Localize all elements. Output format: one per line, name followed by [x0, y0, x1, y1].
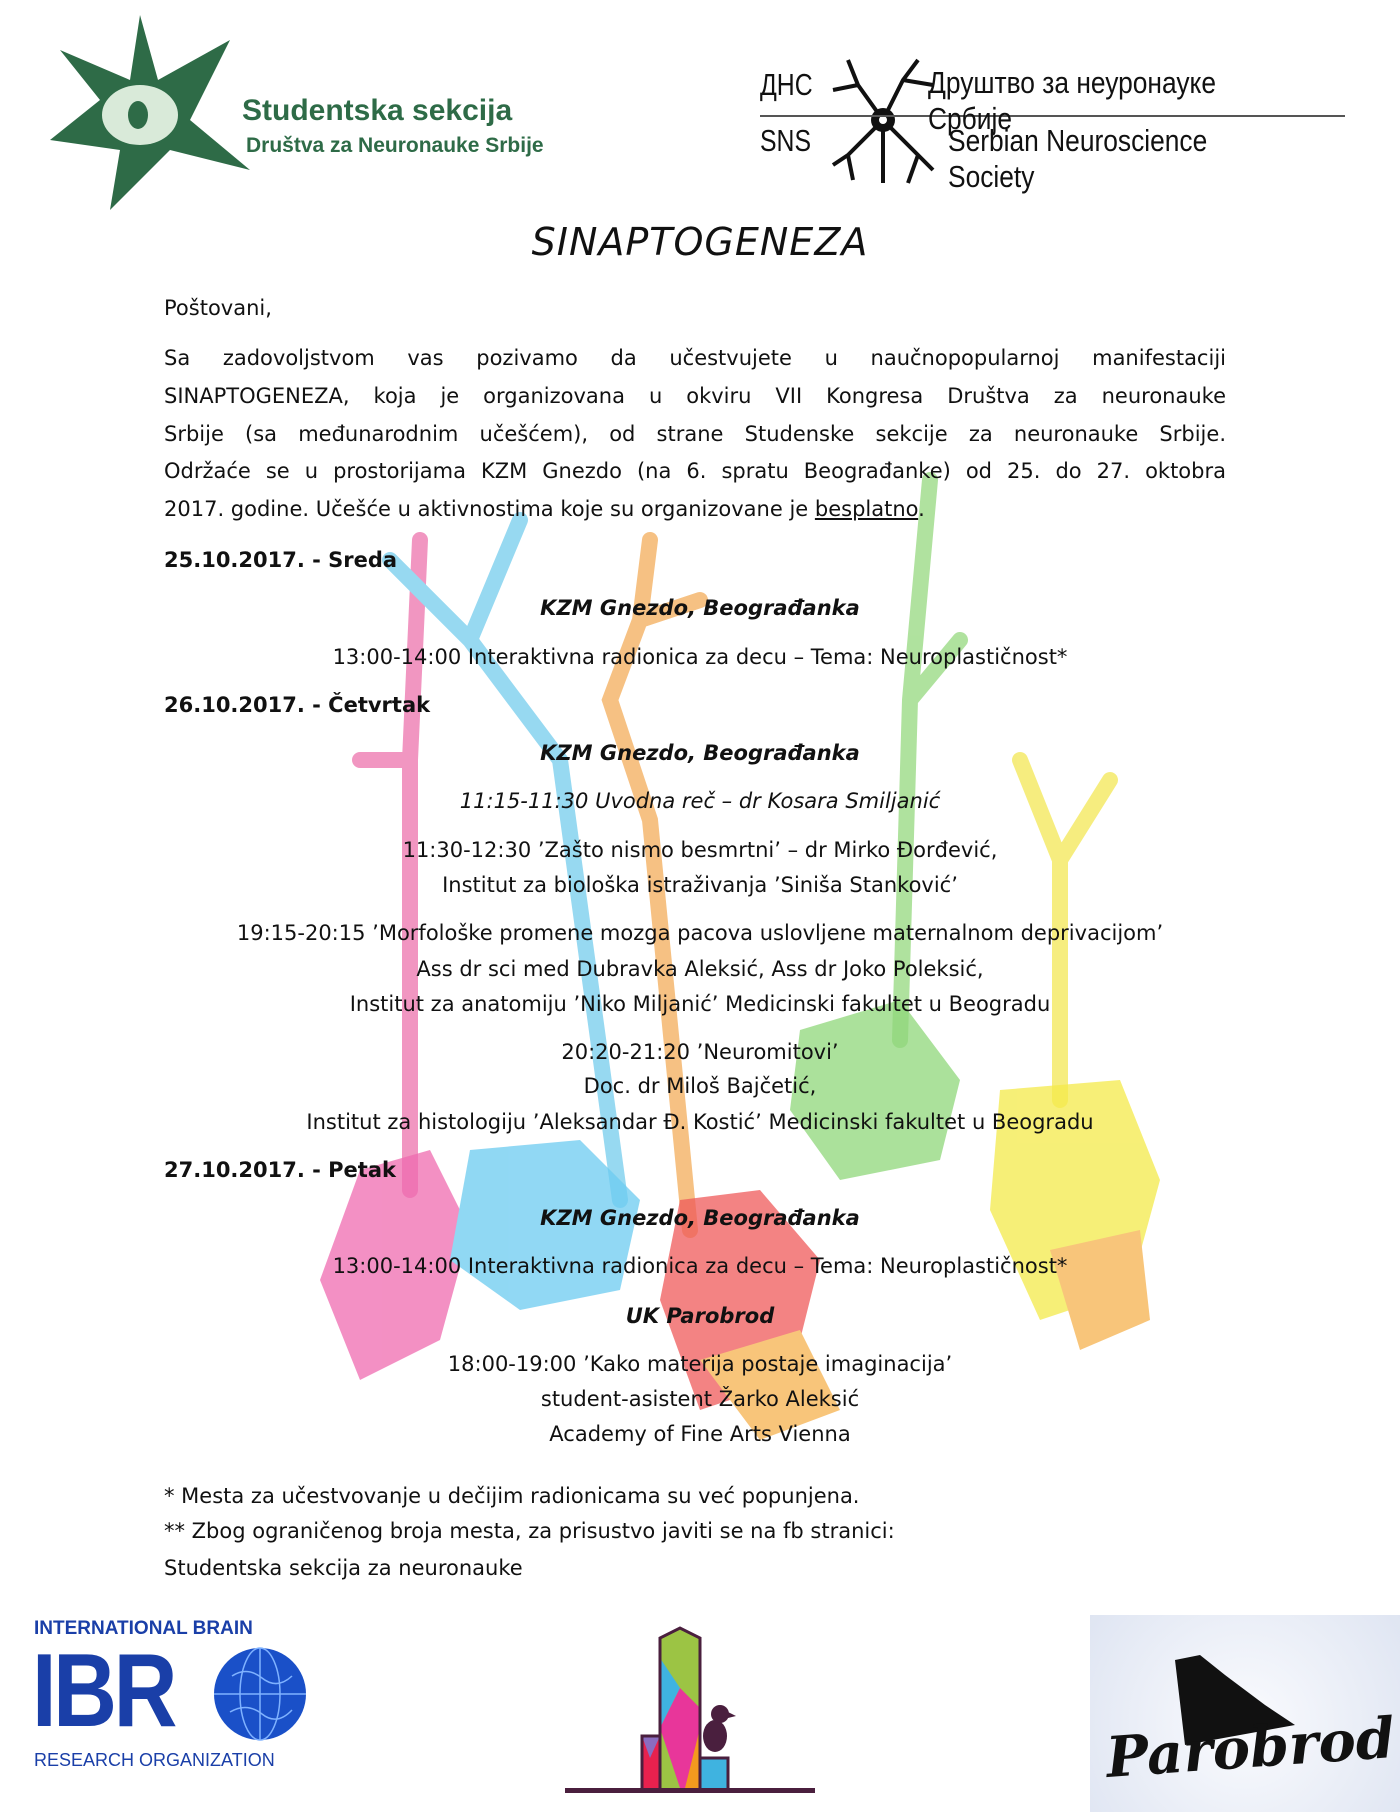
studentska-sekcija-logo [40, 10, 600, 210]
event: Doc. dr Miloš Bajčetić, [583, 1074, 817, 1098]
event: 11:30-12:30 ’Zašto nismo besmrtni’ – dr Mirko Đorđević, [402, 838, 998, 862]
intro-line: SINAPTOGENEZA, koja je organizovana u okviru VII Kongresa Društva za neuronauke [164, 384, 1226, 408]
logo-name-cyr: Друштво за неуронауке Србије [928, 65, 1216, 136]
event: Ass dr sci med Dubravka Aleksić, Ass dr Joko Poleksić, [416, 957, 984, 981]
intro-text: 2017. godine. Učešće u aktivnostima koje su organizovane je [164, 497, 815, 521]
ibro-main: IBR [32, 1633, 175, 1749]
intro-end: . [918, 497, 925, 521]
footnote: ** Zbog ograničenog broja mesta, za prisustvo javiti se na fb stranici: [164, 1519, 895, 1543]
event: Institut za anatomiju ’Niko Miljanić’ Medicinski fakultet u Beogradu [349, 992, 1051, 1016]
venue: KZM Gnezdo, Beograđanka [540, 596, 860, 620]
parobrod-text: Parobrod [1104, 1705, 1397, 1791]
green-neuron-icon [40, 10, 270, 210]
parobrod-logo [1090, 1615, 1400, 1812]
kzm-gnezdo-logo [560, 1618, 820, 1808]
day-date: 27.10.2017. - Petak [164, 1158, 396, 1182]
ibro-logo [32, 1618, 312, 1778]
page-title: SINAPTOGENEZA [531, 220, 869, 264]
greeting: Poštovani, [164, 296, 272, 320]
day-date: 25.10.2017. - Sreda [164, 548, 398, 572]
footnote-link: Studentska sekcija za neuronauke [164, 1556, 523, 1580]
venue: KZM Gnezdo, Beograđanka [540, 741, 860, 765]
venue: UK Parobrod [625, 1304, 775, 1328]
brain-globe-icon [212, 1646, 308, 1742]
event: Institut za histologiju ’Aleksandar Đ. Kostić’ Medicinski fakultet u Beogradu [306, 1110, 1094, 1134]
footnote: * Mesta za učestvovanje u dečijim radionicama su već popunjena. [164, 1484, 860, 1508]
venue: KZM Gnezdo, Beograđanka [540, 1206, 860, 1230]
intro-line: Srbije (sa međunarodnim učešćem), od strane Studenske sekcije za neuronauke Srbije. [164, 422, 1226, 446]
event: student-asistent Žarko Aleksić [540, 1387, 860, 1411]
event: 19:15-20:15 ’Morfološke promene mozga pacova uslovljene maternalnom deprivacijom’ [236, 921, 1164, 945]
day-date: 26.10.2017. - Četvrtak [164, 693, 431, 717]
event: 13:00-14:00 Interaktivna radionica za decu – Tema: Neuroplastičnost* [332, 645, 1068, 669]
intro-line-last [164, 494, 925, 524]
logo-line1: Studentska sekcija [242, 94, 513, 127]
logo-line2: Društva za Neuronauke Srbije [246, 134, 544, 157]
ibro-bottom: RESEARCH ORGANIZATION [34, 1750, 275, 1770]
logo-name-lat: Serbian Neuroscience Society [948, 123, 1208, 194]
event: 13:00-14:00 Interaktivna radionica za decu – Tema: Neuroplastičnost* [332, 1254, 1068, 1278]
serbian-neuroscience-society-logo [760, 55, 1360, 194]
event: 20:20-21:20 ’Neuromitovi’ [561, 1040, 839, 1064]
opening: 11:15-11:30 Uvodna reč – dr Kosara Smiljanić [459, 789, 941, 813]
black-neuron-icon [828, 55, 938, 185]
free-emphasis: besplatno [814, 497, 919, 521]
logo-abbr-lat: SNS [760, 123, 811, 158]
logo-abbr-cyr: ДНС [760, 67, 813, 102]
intro-line: Održaće se u prostorijama KZM Gnezdo (na 6. spratu Beograđanke) od 25. do 27. oktobra [164, 459, 1226, 483]
event: Academy of Fine Arts Vienna [549, 1422, 851, 1446]
intro-line: Sa zadovoljstvom vas pozivamo da učestvujete u naučnopopularnoj manifestaciji [164, 346, 1226, 370]
ibro-top: INTERNATIONAL BRAIN [34, 1618, 253, 1639]
event: Institut za biološka istraživanja ’Siniša Stanković’ [442, 873, 958, 897]
event: 18:00-19:00 ’Kako materija postaje imaginacija’ [447, 1352, 953, 1376]
